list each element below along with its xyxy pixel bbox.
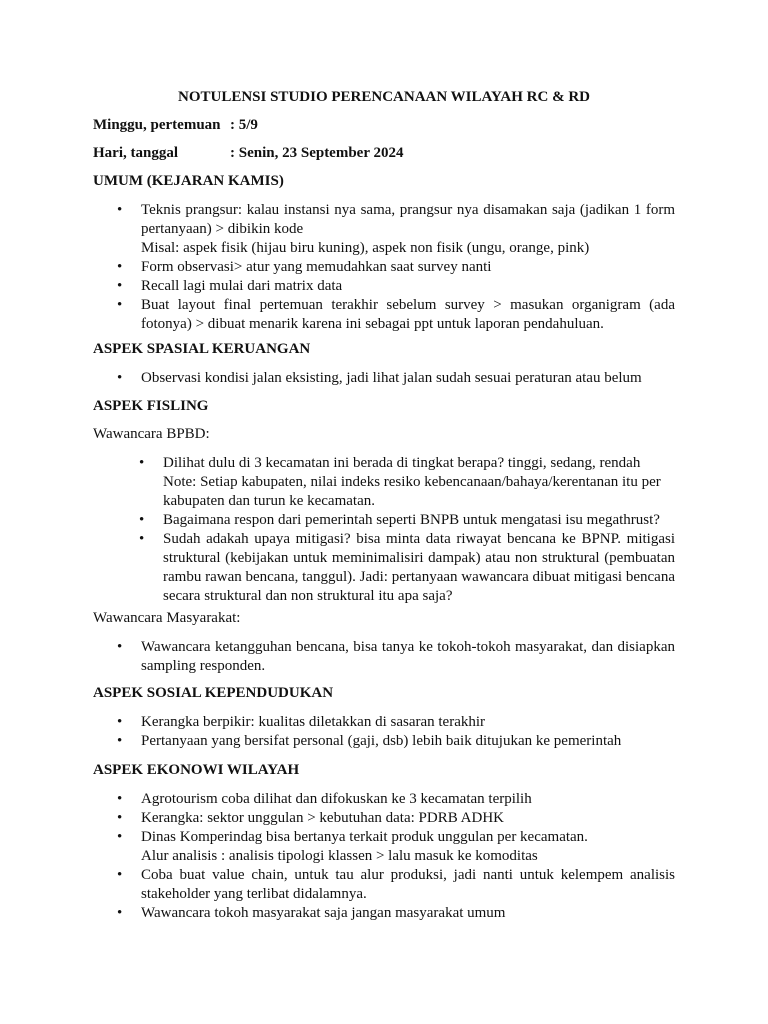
- list-umum: [141, 201, 675, 334]
- meeting-week: [93, 116, 258, 135]
- subheading-wawancara-bpbd: Wawancara BPBD:: [93, 426, 210, 442]
- date-label: Hari, tanggal: [93, 145, 178, 161]
- list-item: • Buat layout final pertemuan terakhir sebelum survey > masukan organigram (ada fotonya) > dibuat menarik karena ini sebagai ppt untuk laporan pendahuluan.: [141, 296, 675, 334]
- list-item: • Form observasi> atur yang memudahkan saat survey nanti: [141, 258, 675, 277]
- list-sosial: [141, 713, 675, 751]
- date-value: : Senin, 23 September 2024: [230, 145, 404, 161]
- list-spasial: [141, 369, 675, 388]
- section-heading-fisling: ASPEK FISLING: [93, 398, 209, 414]
- list-item: • Wawancara ketangguhan bencana, bisa tanya ke tokoh-tokoh masyarakat, dan disiapkan sampling responden.: [141, 638, 675, 676]
- week-label: Minggu, pertemuan: [93, 117, 221, 133]
- list-item: • Kerangka: sektor unggulan > kebutuhan data: PDRB ADHK: [141, 809, 675, 828]
- list-item: • Kerangka berpikir: kualitas diletakkan di sasaran terakhir: [141, 713, 675, 732]
- list-item: • Teknis prangsur: kalau instansi nya sama, prangsur nya disamakan saja (jadikan 1 form pertanyaan) > dibikin kode Misal: aspek fisik (hijau biru kuning), aspek non fisik (ungu, orange, pink): [141, 201, 675, 258]
- list-item: • Dilihat dulu di 3 kecamatan ini berada di tingkat berapa? tinggi, sedang, rendah Note: Setiap kabupaten, nilai indeks resiko kebencanaan/bahaya/kerentanan itu per kabupaten dan turun ke kecamatan.: [163, 454, 675, 511]
- list-item: • Wawancara tokoh masyarakat saja jangan masyarakat umum: [141, 904, 675, 923]
- meeting-date: [93, 144, 403, 163]
- section-heading-spasial: ASPEK SPASIAL KERUANGAN: [93, 341, 311, 357]
- list-item: • Observasi kondisi jalan eksisting, jadi lihat jalan sudah sesuai peraturan atau belum: [141, 369, 675, 388]
- list-item: • Dinas Komperindag bisa bertanya terkait produk unggulan per kecamatan. Alur analisis : analisis tipologi klassen > lalu masuk ke komoditas: [141, 828, 675, 866]
- list-item: • Sudah adakah upaya mitigasi? bisa minta data riwayat bencana ke BPNP. mitigasi struktural (kebijakan untuk meminimalisiri dampak) atau non struktural (pembuatan rambu rawan bencana, tanggul). Jadi: pertanyaan wawancara dibuat mitigasi bencana secara struktural dan non struktural itu apa saja?: [163, 530, 675, 606]
- section-heading-umum: UMUM (KEJARAN KAMIS): [93, 173, 284, 189]
- list-item: • Recall lagi mulai dari matrix data: [141, 277, 675, 296]
- section-heading-ekonomi: ASPEK EKONOWI WILAYAH: [93, 762, 300, 778]
- list-item: • Coba buat value chain, untuk tau alur produksi, jadi nanti untuk kelempem analisis stakeholder yang terlibat didalamnya.: [141, 866, 675, 904]
- list-item: • Pertanyaan yang bersifat personal (gaji, dsb) lebih baik ditujukan ke pemerintah: [141, 732, 675, 751]
- list-item: • Bagaimana respon dari pemerintah seperti BNPB untuk mengatasi isu megathrust?: [163, 511, 675, 530]
- week-value: : 5/9: [230, 117, 258, 133]
- document-title: NOTULENSI STUDIO PERENCANAAN WILAYAH RC & RD: [177, 89, 591, 105]
- list-item: • Agrotourism coba dilihat dan difokuskan ke 3 kecamatan terpilih: [141, 790, 675, 809]
- subheading-wawancara-masyarakat: Wawancara Masyarakat:: [93, 610, 241, 626]
- list-bpbd: [163, 454, 675, 606]
- list-masyarakat: [141, 638, 675, 676]
- section-heading-sosial: ASPEK SOSIAL KEPENDUDUKAN: [93, 685, 334, 701]
- list-ekonomi: [141, 790, 675, 923]
